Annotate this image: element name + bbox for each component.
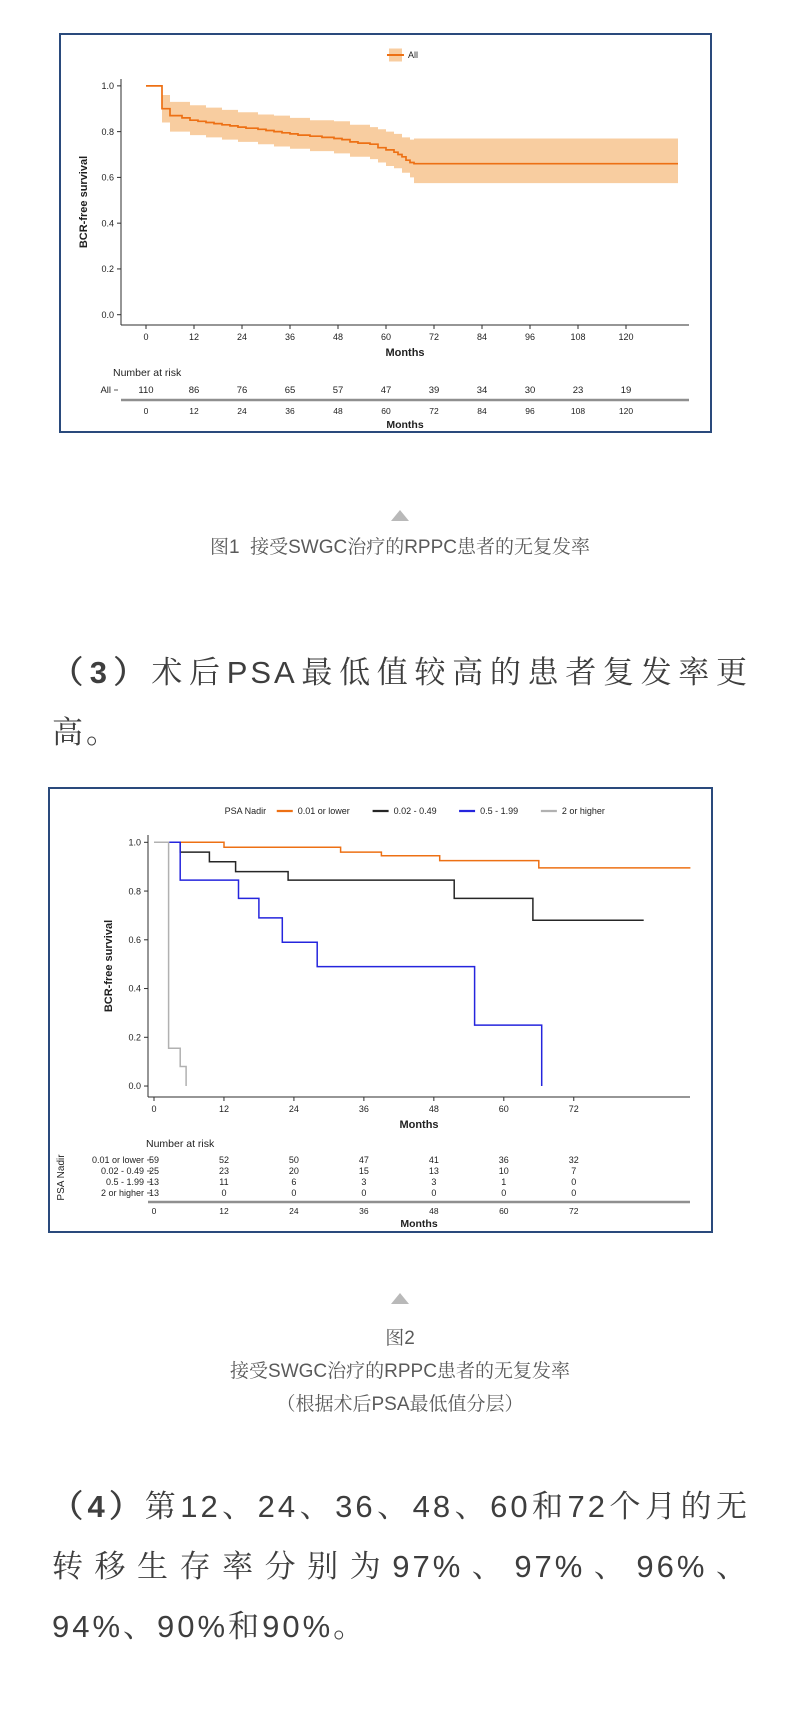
risk-axis-tick-label: 48 <box>333 406 343 416</box>
risk-value: 0 <box>501 1188 507 1198</box>
risk-value: 15 <box>358 1166 369 1176</box>
figure1-caption: 图1 接受SWGC治疗的RPPC患者的无复发率 <box>209 537 591 558</box>
y-axis-tick-label: 0.4 <box>128 983 141 994</box>
y-axis-title: BCR-free survival <box>103 919 115 1013</box>
risk-value: 57 <box>332 385 344 396</box>
km-chart-psa-nadir <box>50 789 711 1231</box>
legend-label: 0.5 - 1.99 <box>480 806 519 817</box>
x-axis-tick-label: 36 <box>358 1104 369 1114</box>
figure2-caption-line: （根据术后PSA最低值分层） <box>276 1394 524 1415</box>
risk-value: 11 <box>219 1177 229 1187</box>
x-axis-tick-label: 84 <box>476 332 488 342</box>
risk-value: 13 <box>428 1166 439 1176</box>
km-chart-overall <box>61 35 710 431</box>
risk-axis-title: Months <box>400 1218 438 1230</box>
risk-group-axis-label: PSA Nadir <box>56 1154 67 1201</box>
risk-value: 50 <box>288 1155 299 1165</box>
risk-value: 13 <box>148 1188 160 1198</box>
risk-axis-tick-label: 60 <box>499 1206 509 1216</box>
x-axis-tick-label: 0 <box>143 332 149 342</box>
risk-value: 3 <box>361 1177 367 1187</box>
x-axis-tick-label: 12 <box>218 1104 229 1114</box>
y-axis-tick-label: 0.4 <box>101 218 114 229</box>
km-step-line <box>154 842 186 1086</box>
paragraph-4 <box>52 1477 750 1657</box>
risk-axis-tick-label: 96 <box>525 406 535 416</box>
risk-value: 19 <box>620 385 632 396</box>
risk-axis-tick-label: 120 <box>618 406 634 416</box>
legend-label: All <box>407 50 418 61</box>
x-axis-tick-label: 96 <box>524 332 536 342</box>
risk-axis-tick-label: 84 <box>477 406 487 416</box>
risk-value: 23 <box>218 1166 229 1176</box>
risk-value: 1 <box>501 1177 507 1187</box>
risk-row-label: All <box>100 385 111 396</box>
y-axis-tick-label: 0.2 <box>128 1032 141 1043</box>
x-axis-tick-label: 24 <box>236 332 248 342</box>
y-axis-tick-label: 1.0 <box>101 81 114 92</box>
x-axis-tick-label: 36 <box>284 332 296 342</box>
risk-table-header: Number at risk <box>113 367 182 379</box>
paragraph-4-text: 第12、24、36、48、60和72个月的无 <box>144 1489 750 1524</box>
x-axis-title: Months <box>385 347 425 359</box>
risk-value: 10 <box>498 1166 509 1176</box>
risk-axis-tick-label: 36 <box>285 406 295 416</box>
figure1-box <box>59 33 712 433</box>
risk-value: 13 <box>148 1177 160 1187</box>
figure2-caption-line: 图2 <box>385 1328 415 1349</box>
y-axis-tick-label: 0.8 <box>128 886 141 897</box>
paragraph-3-text: 术后PSA最低值较高的患者复发率更 <box>151 655 750 690</box>
y-axis-tick-label: 0.0 <box>101 309 114 320</box>
risk-value: 41 <box>428 1155 439 1165</box>
x-axis-title: Months <box>399 1119 439 1131</box>
confidence-band <box>162 95 678 183</box>
legend-title: PSA Nadir <box>224 806 267 817</box>
x-axis-tick-label: 60 <box>380 332 392 342</box>
risk-row-label: 2 or higher <box>100 1188 144 1198</box>
figure2-box <box>48 787 713 1233</box>
risk-value: 3 <box>431 1177 437 1187</box>
legend-label: 2 or higher <box>561 806 605 817</box>
risk-axis-tick-label: 12 <box>189 406 199 416</box>
risk-axis-tick-label: 0 <box>143 406 149 416</box>
legend-label: 0.02 - 0.49 <box>393 806 437 817</box>
risk-value: 0 <box>571 1177 577 1187</box>
paragraph-4-line: 转移生存率分别为97%、97%、96%、 <box>52 1549 750 1584</box>
x-axis-tick-label: 0 <box>151 1104 157 1114</box>
y-axis-tick-label: 0.2 <box>101 264 114 275</box>
x-axis-tick-label: 108 <box>570 332 586 342</box>
y-axis-tick-label: 0.6 <box>101 172 114 183</box>
risk-value: 0 <box>291 1188 297 1198</box>
risk-value: 0 <box>571 1188 577 1198</box>
x-axis-tick-label: 120 <box>618 332 634 342</box>
figure2-caption-line: 接受SWGC治疗的RPPC患者的无复发率 <box>230 1361 570 1382</box>
risk-value: 0 <box>221 1188 227 1198</box>
paragraph-3-line: 高。 <box>52 715 120 750</box>
article-page <box>0 33 800 1728</box>
paragraph-3-line <box>52 643 750 703</box>
y-axis-tick-label: 0.6 <box>128 935 141 945</box>
risk-value: 23 <box>572 385 584 396</box>
risk-axis-tick-label: 36 <box>359 1206 369 1216</box>
risk-row-label: 0.01 or lower <box>91 1155 144 1165</box>
legend-label: 0.01 or lower <box>297 806 350 817</box>
risk-value: 0 <box>431 1188 437 1198</box>
risk-value: 76 <box>236 385 248 396</box>
risk-value: 32 <box>568 1155 579 1165</box>
risk-value: 110 <box>138 385 154 396</box>
x-axis-tick-label: 48 <box>332 332 344 342</box>
paragraph-4-line <box>52 1477 750 1537</box>
risk-axis-tick-label: 72 <box>569 1206 579 1216</box>
risk-value: 6 <box>291 1177 297 1187</box>
km-step-line <box>154 842 644 920</box>
risk-value: 47 <box>380 385 392 396</box>
risk-value: 34 <box>476 385 488 396</box>
paragraph-3-number: （3） <box>52 655 152 690</box>
y-axis-tick-label: 0.8 <box>101 126 114 137</box>
risk-value: 30 <box>524 385 536 396</box>
figure2-caption <box>0 1322 800 1421</box>
risk-row-label: 0.02 - 0.49 <box>100 1166 144 1176</box>
km-step-line <box>154 842 690 868</box>
x-axis-tick-label: 72 <box>568 1104 579 1114</box>
x-axis-tick-label: 60 <box>498 1104 509 1114</box>
x-axis-tick-label: 12 <box>188 332 200 342</box>
risk-value: 39 <box>428 385 440 396</box>
y-axis-title: BCR-free survival <box>78 155 90 249</box>
risk-axis-tick-label: 48 <box>429 1206 439 1216</box>
x-axis-tick-label: 72 <box>428 332 440 342</box>
risk-axis-tick-label: 0 <box>151 1206 157 1216</box>
risk-value: 86 <box>188 385 200 396</box>
collapse-triangle-icon <box>391 510 409 521</box>
x-axis-tick-label: 24 <box>288 1104 299 1114</box>
risk-value: 0 <box>361 1188 367 1198</box>
km-step-line <box>154 842 542 1086</box>
paragraph-4-number: （4） <box>52 1489 145 1524</box>
x-axis-tick-label: 48 <box>428 1104 439 1114</box>
risk-value: 20 <box>288 1166 299 1176</box>
risk-value: 59 <box>148 1155 160 1165</box>
risk-value: 52 <box>218 1155 229 1165</box>
risk-axis-tick-label: 24 <box>237 406 247 416</box>
risk-axis-tick-label: 60 <box>381 406 391 416</box>
risk-axis-tick-label: 108 <box>570 406 586 416</box>
risk-value: 36 <box>498 1155 509 1165</box>
risk-value: 25 <box>148 1166 160 1176</box>
risk-axis-tick-label: 24 <box>289 1206 299 1216</box>
risk-table-header: Number at risk <box>146 1138 215 1150</box>
collapse-triangle-icon <box>391 1293 409 1304</box>
paragraph-4-line: 94%、90%和90%。 <box>52 1609 368 1644</box>
risk-axis-tick-label: 12 <box>219 1206 229 1216</box>
risk-value: 65 <box>284 385 296 396</box>
y-axis-tick-label: 0.0 <box>128 1081 141 1092</box>
risk-axis-title: Months <box>386 419 424 431</box>
risk-axis-tick-label: 72 <box>429 406 439 416</box>
y-axis-tick-label: 1.0 <box>128 837 141 848</box>
risk-value: 7 <box>571 1166 577 1176</box>
risk-value: 47 <box>358 1155 369 1165</box>
paragraph-3 <box>52 643 750 763</box>
risk-row-label: 0.5 - 1.99 <box>105 1177 144 1187</box>
